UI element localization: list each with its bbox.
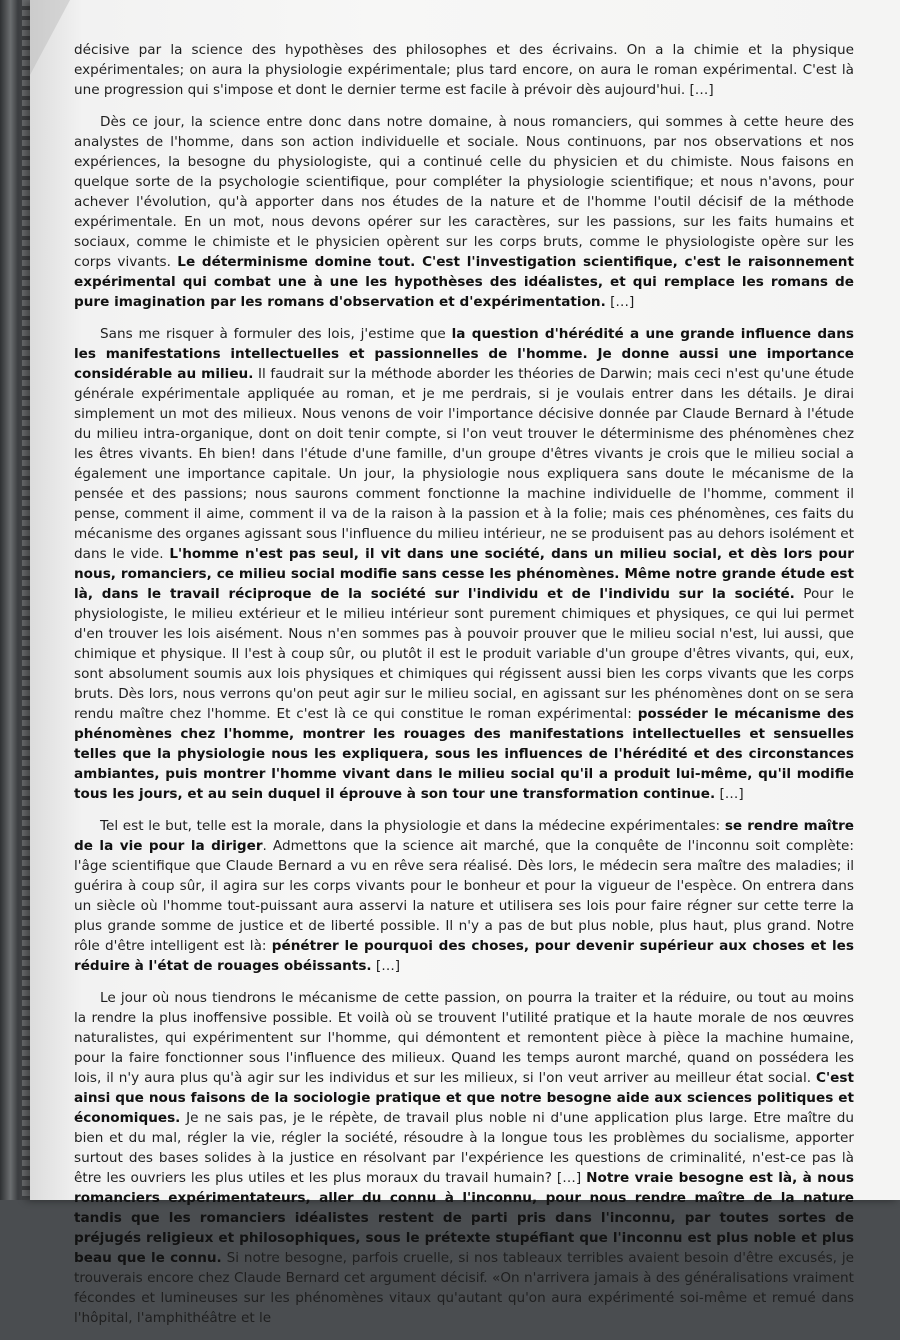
text-run: Sans me risquer à formuler des lois, j'estime que <box>100 326 452 342</box>
document-body <box>74 40 854 1340</box>
paragraph-3 <box>74 324 854 804</box>
bold-passage: L'homme n'est pas seul, il vit dans une société, dans un milieu social, et dès lors pour nous, romanciers, ce milieu social modifie sans cesse les phénomènes. Même notre grande étude est là, dans le travail réciproque de la société sur l'individu et de l'individu sur la société. <box>74 546 854 602</box>
text-run: Dès ce jour, la science entre donc dans notre domaine, à nous romanciers, qui sommes à cette heure des analystes de l'homme, dans son action individuelle et sociale. Nous continuons, par nos observations et nos expériences, la besogne du physiologiste, qui a continué celle du physicien et du chimiste. Nous faisons en quelque sorte de la psychologie scientifique, pour compléter la physiologie scientifique; et nous n'avons, pour achever l'évolution, qu'à apporter dans nos études de la nature et de l'homme l'outil décisif de la méthode expérimentale. En un mot, nous devons opérer sur les caractères, sur les passions, sur les faits humains et sociaux, comme le chimiste et le physicien opèrent sur les corps bruts, comme le physiologiste opère sur les corps vivants. <box>74 114 854 270</box>
paragraph-2 <box>74 112 854 312</box>
text-run: […] <box>371 958 401 974</box>
text-run: Le jour où nous tiendrons le mécanisme de cette passion, on pourra la traiter et la réduire, ou tout au moins la rendre la plus inoffensive possible. Et voilà où se trouvent l'utilité pratique et la haute morale de nos œuvres naturalistes, qui expérimentent sur l'homme, qui démontent et remontent pièce à pièce la machine humaine, pour la faire fonctionner sous l'influence des milieux. Quand les temps auront marché, quand on possédera les lois, il n'y aura plus qu'à agir sur les individus et sur les milieux, si l'on veut arriver au meilleur état social. <box>74 990 854 1086</box>
text-run: Tel est le but, telle est la morale, dans la physiologie et dans la médecine expérimentales: <box>100 818 725 834</box>
bold-passage: pénétrer le pourquoi des choses, pour devenir supérieur aux choses et les réduire à l'état de rouages obéissants. <box>74 938 854 974</box>
text-run: Il faudrait sur la méthode aborder les théories de Darwin; mais ceci n'est qu'une étude générale expérimentale appliquée au roman, et je me perdrais, si je voulais entrer dans les détails. Je dirai simplement un mot des milieux. Nous venons de voir l'importance décisive donnée par Claude Bernard à l'étude du milieu intra-organique, dont on doit tenir compte, si l'on veut trouver le déterminisme des phénomènes chez les êtres vivants. Eh bien! dans l'étude d'une famille, d'un groupe d'êtres vivants je crois que le milieu social a également une importance capitale. Un jour, la physiologie nous expliquera sans doute le mécanisme de la pensée et des passions; nous saurons comment fonctionne la machine individuelle de l'homme, comment il pense, comment il aime, comment il va de la raison à la passion et à la folie; mais ces phénomènes, ces faits du mécanisme des organes agissant sous l'influence du milieu intérieur, ne se produisent pas au dehors isolément et dans le vide. <box>74 366 854 562</box>
text-run: décisive par la science des hypothèses des philosophes et des écrivains. On a la chimie et la physique expérimentales; on aura la physiologie expérimentale; plus tard encore, on aura le roman expérimental. C'est là une progression qui s'impose et dont le dernier terme est facile à prévoir dès aujourd'hui. […] <box>74 42 854 98</box>
bold-passage: se rendre maître de la vie pour la diriger <box>74 818 854 854</box>
text-run: Si notre besogne, parfois cruelle, si nos tableaux terribles avaient besoin d'être excusés, je trouverais encore chez Claude Bernard cet argument décisif. «On n'arrivera jamais à des généralisations vraiment fécondes et lumineuses sur les phénomènes vitaux qu'autant qu'on aura expérimenté soi-même et remué dans l'hôpital, l'amphithéâtre et le <box>74 1250 854 1326</box>
bold-passage: la question d'hérédité a une grande influence dans les manifestations intellectuelles et passionnelles de l'homme. Je donne aussi une importance considérable au milieu. <box>74 326 854 382</box>
bold-passage: posséder le mécanisme des phénomènes chez l'homme, montrer les rouages des manifestations intellectuelles et sensuelles telles que la physiologie nous les expliquera, sous les influences de l'hérédité et des circonstances ambiantes, puis montrer l'homme vivant dans le milieu social qu'il a produit lui-même, qu'il modifie tous les jours, et au sein duquel il éprouve à son tour une transformation continue. <box>74 706 854 802</box>
text-run: […] <box>605 294 635 310</box>
page-fold-shadow <box>30 0 70 75</box>
bold-passage: Notre vraie besogne est là, à nous romanciers expérimentateurs, aller du connu à l'inconnu, pour nous rendre maître de la nature tandis que les romanciers idéalistes restent de parti pris dans l'inconnu, par toutes sortes de préjugés religieux et philosophiques, sous le prétexte stupéfiant que l'inconnu est plus noble et plus beau que le connu. <box>74 1170 854 1266</box>
bold-passage: C'est ainsi que nous faisons de la sociologie pratique et que notre besogne aide aux sciences politiques et économiques. <box>74 1070 854 1126</box>
document-page <box>30 0 900 1326</box>
text-run: […] <box>715 786 744 802</box>
text-run: . Admettons que la science ait marché, que la conquête de l'inconnu soit complète: l'âge scientifique que Claude Bernard a vu en rêve sera réalisé. Dès lors, le médecin sera maître des maladies; il guérira à coup sûr, il agira sur les corps vivants pour le bonheur et pour la vigueur de l'espèce. On entrera dans un siècle où l'homme tout-puissant aura asservi la nature et utilisera ses lois pour faire régner sur cette terre la plus grande somme de justice et de liberté possible. Il n'y a pas de but plus noble, plus haut, plus grand. Notre rôle d'être intelligent est là: <box>74 838 854 954</box>
text-run: Je ne sais pas, je le répète, de travail plus noble ni d'une application plus large. Etre maître du bien et du mal, régler la vie, régler la société, résoudre à la longue tous les problèmes du socialisme, apporter surtout des bases solides à la justice en résolvant par l'expérience les questions de criminalité, n'est-ce pas là être les ouvriers les plus utiles et les plus moraux du travail humain? […] <box>74 1110 854 1186</box>
paragraph-4 <box>74 816 854 976</box>
paragraph-1 <box>74 40 854 100</box>
bold-passage: Le déterminisme domine tout. C'est l'investigation scientifique, c'est le raisonnement expérimental qui combat une à une les hypothèses des idéalistes, et qui remplace les romans de pure imagination par les romans d'observation et d'expérimentation. <box>74 254 854 310</box>
text-run: Pour le physiologiste, le milieu extérieur et le milieu intérieur sont purement chimiques et physiques, ce qui lui permet d'en trouver les lois aisément. Nous n'en sommes pas à pouvoir prouver que le milieu social n'est, lui aussi, que chimique et physique. Il l'est à coup sûr, ou plutôt il est le produit variable d'un groupe d'êtres vivants, qui, eux, sont absolument soumis aux lois physiques et chimiques qui régissent aussi bien les corps vivants que les corps bruts. Dès lors, nous verrons qu'on peut agir sur le milieu social, en agissant sur les phénomènes dont on se sera rendu maître chez l'homme. Et c'est là ce qui constitue le roman expérimental: <box>74 586 854 722</box>
paragraph-5 <box>74 988 854 1328</box>
